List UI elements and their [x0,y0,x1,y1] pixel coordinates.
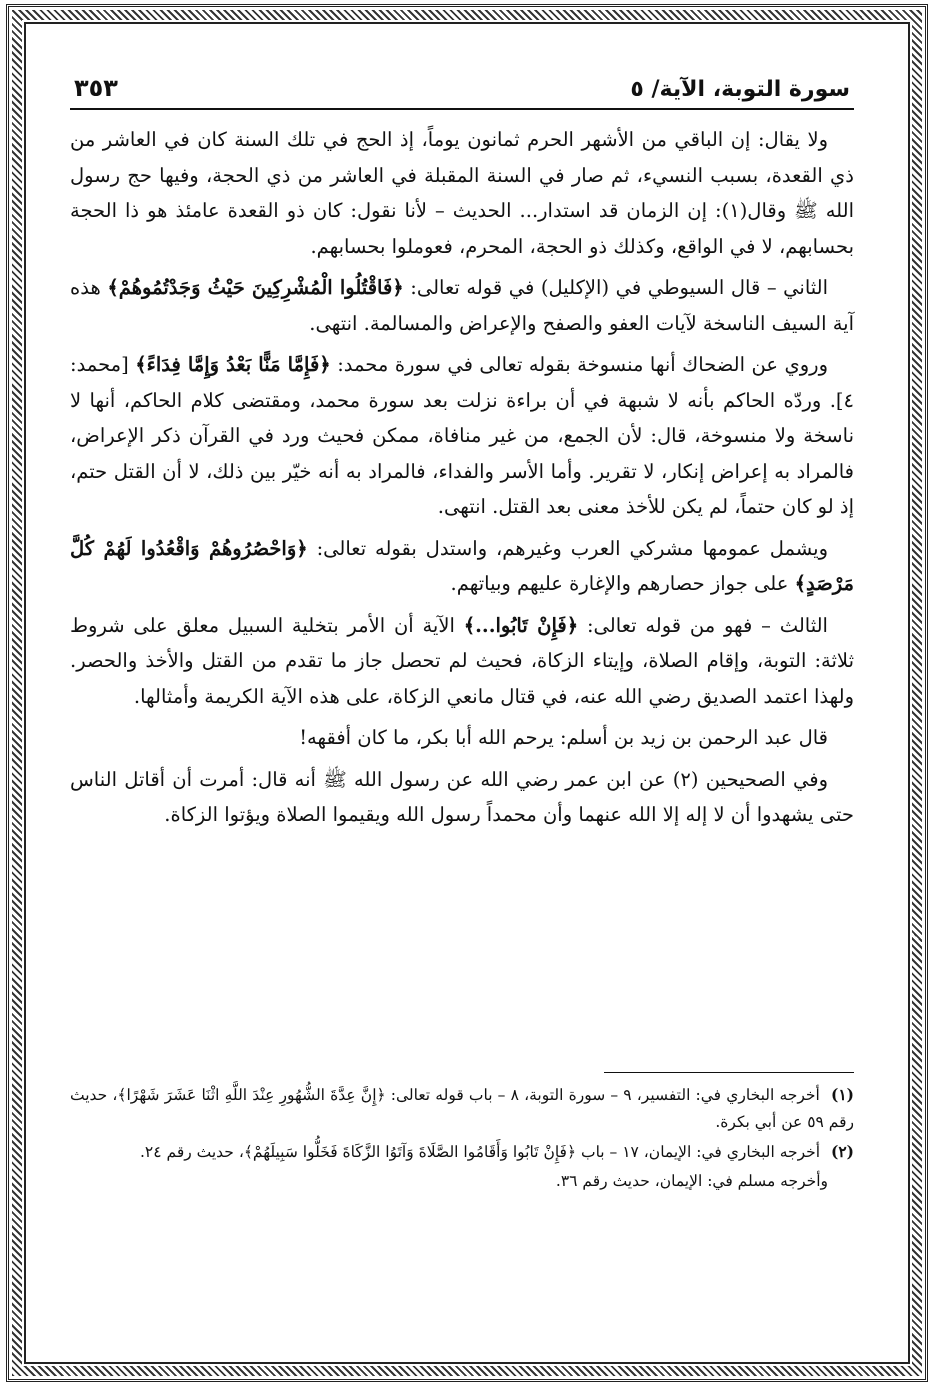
paragraph-text: على جواز حصارهم والإغارة عليهم وبياتهم. [450,572,789,595]
paragraph-text: ولا يقال: إن الباقي من الأشهر الحرم ثمانون يوماً، إذ الحج في تلك السنة كان في العاشر من ذي القعدة، بسبب النسيء، ثم صار في السنة المقبلة في العاشر من ذي الحجة، وفيها حج رسول الله ﷺ وقال(١): إن الزمان قد استدار... الحديث – لأنا نقول: كان ذو القعدة عامئذ هو ذا الحجة بحسابهم، لا في الواقع، وكذلك ذو الحجة، المحرم، فعوملوا بحسابهم. [70,128,854,258]
paragraph-2 [70,270,854,341]
quran-verse: ﴿فَإِمَّا مَنًّا بَعْدُ وَإِمَّا فِدَاءً﴾ [135,353,331,376]
paragraph-7 [70,762,854,833]
footnote-number: (١) [830,1085,854,1104]
paragraph-4 [70,531,854,602]
paragraph-text: قال عبد الرحمن بن زيد بن أسلم: يرحم الله أبا بكر، ما كان أفقهه! [299,726,828,749]
footnote-text: وأخرجه مسلم في: الإيمان، حديث رقم ٣٦. [555,1172,828,1190]
running-header [70,62,854,110]
quran-verse: ﴿وَاحْصُرُوهُمْ وَاقْعُدُوا لَهُمْ كُلَّ مَرْصَدٍ﴾ [70,536,854,595]
footnote-1 [70,1081,854,1136]
footnotes [70,1072,854,1197]
footnote-divider [604,1072,854,1073]
paragraph-text: وفي الصحيحين (٢) عن ابن عمر رضي الله عن رسول الله ﷺ أنه قال: أمرت أن أقاتل الناس حتى يشهدوا أن لا إله إلا الله عنهما وأن محمداً رسول الله ويقيموا الصلاة ويؤتوا الزكاة. [70,767,854,826]
quran-verse: ﴿فَاقْتُلُوا الْمُشْرِكِينَ حَيْثُ وَجَدْتُمُوهُمْ﴾ [107,276,404,299]
quran-verse: ﴿فَإِنْ تَابُوا...﴾ [463,613,579,637]
footnote-text: أخرجه البخاري في: التفسير، ٩ – سورة التوبة، ٨ – باب قوله تعالى: ﴿إِنَّ عِدَّةَ الشُّهُورِ عِنْدَ اللَّهِ اثْنَا عَشَرَ شَهْرًا﴾، حديث رقم ٥٩ عن أبي بكرة. [70,1086,854,1131]
header-title: سورة التوبة، الآية/ ٥ [630,77,850,102]
paragraph-1 [70,122,854,264]
paragraph-text: ويشمل عمومها مشركي العرب وغيرهم، واستدل بقوله تعالى: [316,536,829,560]
footnote-2 [70,1138,854,1166]
footnote-text: أخرجه البخاري في: الإيمان، ١٧ – باب ﴿فَإِنْ تَابُوا وَأَقَامُوا الصَّلَاةَ وَآتَوُا الزَّكَاةَ فَخَلُّوا سَبِيلَهُمْ﴾، حديث رقم ٢٤. [139,1143,821,1161]
footnote-number: (٢) [830,1142,854,1161]
page-content [70,62,854,1352]
page-number: ٣٥٣ [74,74,118,102]
paragraph-6 [70,720,854,756]
paragraph-text: وروي عن الضحاك أنها منسوخة بقوله تعالى في سورة محمد: [337,353,828,376]
paragraph-text: الثاني – قال السيوطي في (الإكليل) في قوله تعالى: [410,276,829,299]
paragraph-text: الآية أن الأمر بتخلية السبيل معلق على شروط ثلاثة: التوبة، وإقام الصلاة، وإيتاء الزكاة، فحيث لم تحصل جاز ما تقدم من القتل والأخذ والحصر. ولهذا اعتمد الصديق رضي الله عنه، في قتال مانعي الزكاة، على هذه الآية الكريمة وأمثالها. [70,613,854,708]
main-text [70,122,854,833]
paragraph-text: [محمد: ٤]. وردّه الحاكم بأنه لا شبهة في أن براءة نزلت بعد سورة محمد، ومقتضى كلام الحاكم، أنها لا ناسخة ولا منسوخة، قال: لأن الجمع، من غير منافاة، ممكن فحيث ورد في القرآن ذكر الإعراض، فالمراد به إعراض إنكار، لا تقرير. وأما الأسر والفداء، فالمراد به أنه خيّر بين ذلك، لا أن القتل حتم، إذ لو كان حتماً، لم يكن للأخذ معنى بعد القتل. انتهى. [70,353,854,518]
paragraph-text: الثالث – فهو من قوله تعالى: [586,613,828,637]
paragraph-5 [70,608,854,715]
paragraph-text: هذه آية السيف الناسخة لآيات العفو والصفح والإعراض والمسالمة. انتهى. [70,276,854,335]
paragraph-3 [70,347,854,525]
footnote-2-continuation [70,1168,854,1195]
